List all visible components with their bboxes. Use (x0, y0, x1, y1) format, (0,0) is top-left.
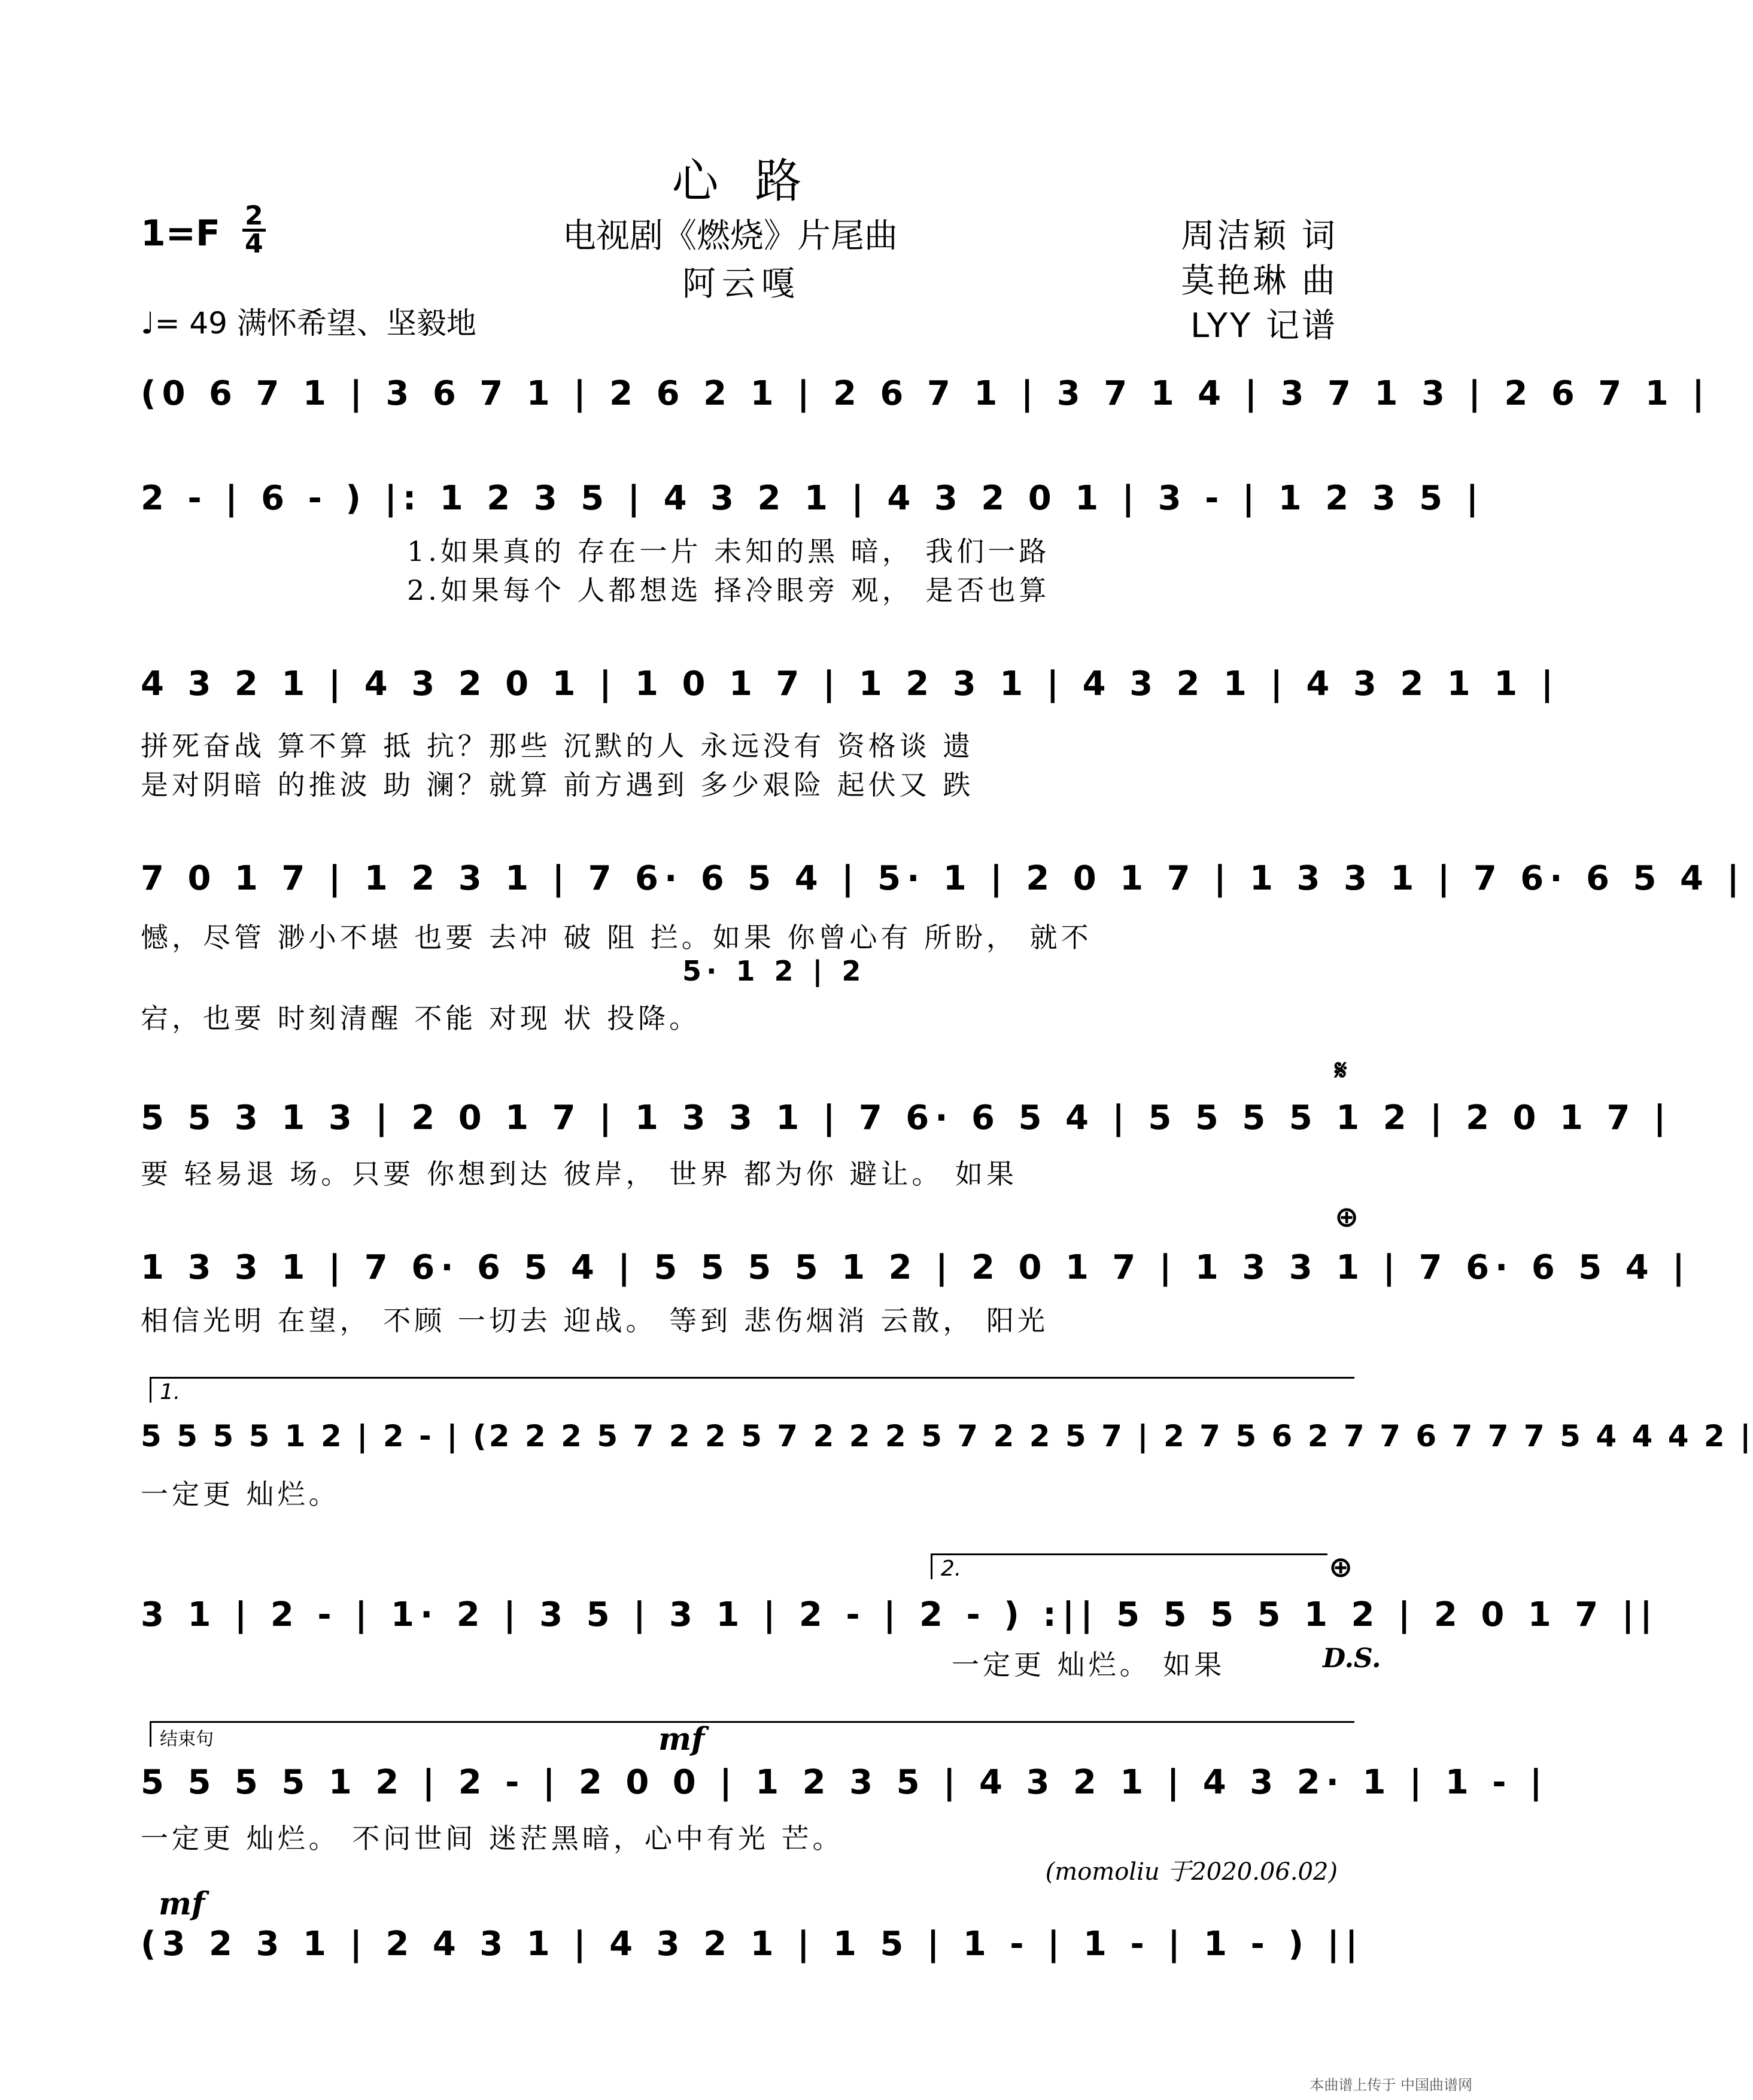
notation-line: 4 3 2 1 | 4 3 2 0 1 | 1 0 1 7 | 1 2 3 1 | 4 3 2 1 | 4 3 2 1 1 | (141, 664, 1560, 703)
lyric-verse-1: 一定更 灿烂。 不问世间 迷茫黑暗，心中有光 芒。 (141, 1822, 844, 1855)
time-signature (242, 201, 266, 259)
transcriber-signature: (momoliu 于2020.06.02) (1045, 1858, 1338, 1886)
coda-sign: ⊕ (1329, 1550, 1353, 1584)
notation-line: 5 5 3 1 3 | 2 0 1 7 | 1 3 3 1 | 7 6· 6 5 4 | 5 5 5 5 1 2 | 2 0 1 7 | (141, 1098, 1672, 1137)
dynamic-marking: mf (159, 1886, 205, 1922)
lyricist: 周洁颖 词 (1181, 217, 1338, 256)
notation-line: 5 5 5 5 1 2 | 2 - | (2 2 2 5 7 2 2 5 7 2 2 2 5 7 2 2 5 7 | 2 7 5 6 2 7 7 6 7 7 7 5 4 4 4 2 | (141, 1419, 1753, 1453)
time-signature-bottom: 4 (245, 229, 263, 259)
singer: 阿云嘎 (682, 265, 801, 304)
lyric-verse-2: 2.如果每个 人都想选 择冷眼旁 观， 是否也算 (407, 574, 1050, 606)
dal-segno: D.S. (1323, 1643, 1381, 1674)
lyric-verse-1: 拼死奋战 算不算 抵 抗？那些 沉默的人 永远没有 资格谈 遗 (141, 730, 974, 762)
coda-sign: ⊕ (1335, 1200, 1359, 1234)
notation-line: 2 - | 6 - ) |: 1 2 3 5 | 4 3 2 1 | 4 3 2 0 1 | 3 - | 1 2 3 5 | (141, 479, 1485, 518)
staff-row-10 (141, 1925, 1364, 1990)
lyric-verse-2: 宕，也要 时刻清醒 不能 对现 状 投降。 (141, 1002, 701, 1034)
notation-line: (0 6 7 1 | 3 6 7 1 | 2 6 2 1 | 2 6 7 1 | 3 7 1 4 | 3 7 1 3 | 2 6 7 1 | (141, 374, 1711, 413)
notation-line: 1 3 3 1 | 7 6· 6 5 4 | 5 5 5 5 1 2 | 2 0 1 7 | 1 3 3 1 | 7 6· 6 5 4 | (141, 1248, 1691, 1287)
composer: 莫艳琳 曲 (1181, 262, 1338, 301)
lyric-verse-1: 一定更 灿烂。 如果 (952, 1649, 1226, 1681)
segno-sign: 𝄋 (1335, 1054, 1347, 1087)
transcriber: LYY 记谱 (1190, 306, 1338, 345)
lyric-verse-1: 一定更 灿烂。 (141, 1478, 340, 1510)
lyric-verse-1: 憾，尽管 渺小不堪 也要 去冲 破 阻 拦。如果 你曾心有 所盼， 就不 (141, 921, 1092, 954)
coda-section-label: 结束句 (160, 1729, 214, 1750)
second-ending-label: 2. (941, 1556, 962, 1581)
staff-row-4 (141, 859, 1745, 925)
lyric-verse-1: 1.如果真的 存在一片 未知的黑 暗， 我们一路 (407, 535, 1050, 568)
key-signature: 1=F (141, 213, 221, 254)
subtitle: 电视剧《燃烧》片尾曲 (563, 217, 898, 256)
notation-line: 5 5 5 5 1 2 | 2 - | 2 0 0 | 1 2 3 5 | 4 3 2 1 | 4 3 2· 1 | 1 - | (141, 1763, 1548, 1802)
dynamic-marking: mf (658, 1721, 705, 1758)
tempo-marking: ♩= 49 满怀希望、坚毅地 (141, 306, 476, 341)
notation-line: (3 2 3 1 | 2 4 3 1 | 4 3 2 1 | 1 5 | 1 - | 1 - | 1 - ) || (141, 1925, 1364, 1964)
notation-line: 7 0 1 7 | 1 2 3 1 | 7 6· 6 5 4 | 5· 1 | 2 0 1 7 | 1 3 3 1 | 7 6· 6 5 4 | (141, 859, 1745, 898)
alternate-ending-notes: 5· 1 2 | 2 (682, 955, 866, 987)
staff-row-3 (141, 664, 1560, 730)
notation-line: 3 1 | 2 - | 1· 2 | 3 5 | 3 1 | 2 - | 2 - ) :|| 5 5 5 5 1 2 | 2 0 1 7 || (141, 1595, 1658, 1634)
lyric-verse-1: 相信光明 在望， 不顾 一切去 迎战。 等到 悲伤烟消 云散， 阳光 (141, 1304, 1049, 1337)
staff-row-1 (141, 374, 1711, 440)
first-ending-label: 1. (160, 1380, 181, 1404)
footer-watermark: 本曲谱上传于 中国曲谱网 (1310, 2077, 1472, 2093)
time-signature-top: 2 (242, 204, 266, 232)
lyric-verse-2: 是对阴暗 的推波 助 澜？就算 前方遇到 多少艰险 起伏又 跌 (141, 769, 974, 801)
lyric-verse-1: 要 轻易退 场。只要 你想到达 彼岸， 世界 都为你 避让。 如果 (141, 1158, 1017, 1190)
song-title: 心 路 (672, 154, 813, 208)
